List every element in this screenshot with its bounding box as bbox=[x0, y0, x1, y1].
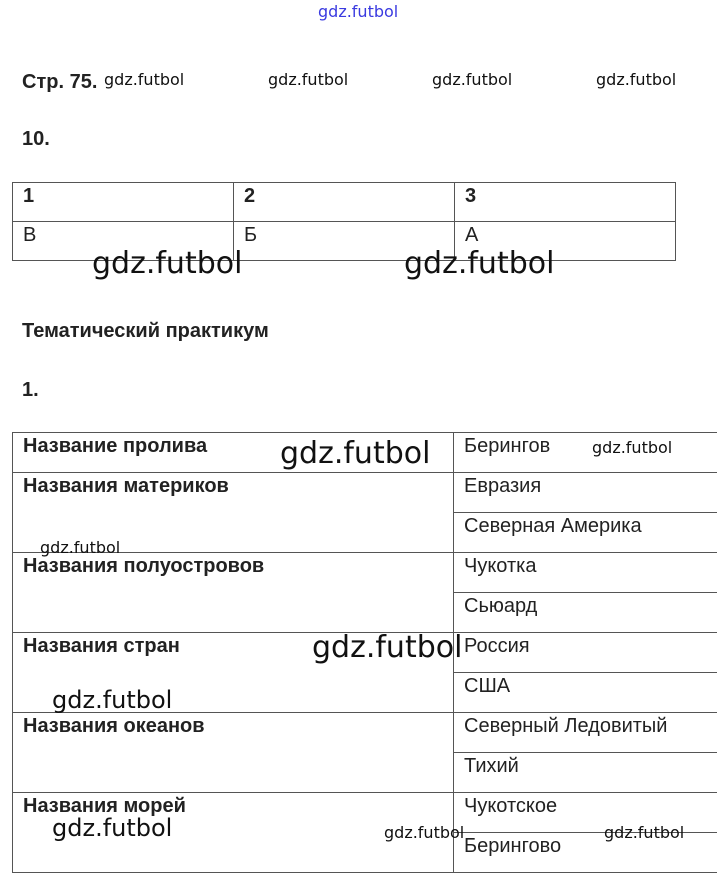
row-value: США bbox=[454, 673, 717, 713]
row-value: Чукотка bbox=[454, 553, 717, 593]
watermark: gdz.futbol bbox=[52, 814, 173, 842]
row-label: Названия океанов bbox=[13, 713, 454, 793]
row-value: Сьюард bbox=[454, 593, 717, 633]
watermark: gdz.futbol bbox=[596, 70, 677, 89]
table-cell: В bbox=[13, 222, 234, 261]
table-cell: А bbox=[455, 222, 676, 261]
page-reference: Стр. 75. bbox=[22, 71, 98, 93]
table-cell: 1 bbox=[13, 183, 234, 222]
watermark: gdz.futbol bbox=[432, 70, 513, 89]
table-row bbox=[13, 553, 717, 593]
watermark: gdz.futbol bbox=[280, 436, 431, 471]
row-value: Россия bbox=[454, 633, 717, 673]
section-title: Тематический практикум bbox=[22, 320, 269, 342]
watermark: gdz.futbol bbox=[40, 538, 121, 557]
watermark: gdz.futbol bbox=[384, 823, 465, 842]
task-10-number: 10. bbox=[22, 128, 50, 150]
row-label: Название пролива bbox=[13, 433, 454, 473]
table-row bbox=[13, 713, 717, 753]
table-cell: 2 bbox=[234, 183, 455, 222]
watermark-top: gdz.futbol bbox=[318, 2, 399, 21]
watermark: gdz.futbol bbox=[268, 70, 349, 89]
row-label: Названия материков bbox=[13, 473, 454, 553]
row-value: Северная Америка bbox=[454, 513, 717, 553]
table-cell: 3 bbox=[455, 183, 676, 222]
watermark: gdz.futbol bbox=[92, 246, 243, 281]
watermark: gdz.futbol bbox=[592, 438, 673, 457]
row-value: Тихий bbox=[454, 753, 717, 793]
row-value: Берингов bbox=[454, 433, 717, 473]
watermark: gdz.futbol bbox=[604, 823, 685, 842]
watermark: gdz.futbol bbox=[404, 246, 555, 281]
watermark: gdz.futbol bbox=[312, 630, 463, 665]
table-header-row bbox=[13, 183, 676, 222]
watermark: gdz.futbol bbox=[104, 70, 185, 89]
table-cell: Б bbox=[234, 222, 455, 261]
watermark: gdz.futbol bbox=[52, 686, 173, 714]
task-1-number: 1. bbox=[22, 379, 39, 401]
row-label: Названия стран bbox=[13, 633, 454, 713]
row-value: Чукотское bbox=[454, 793, 717, 833]
row-label: Названия полуостровов bbox=[13, 553, 454, 633]
row-value: Евразия bbox=[454, 473, 717, 513]
row-value: Северный Ледовитый bbox=[454, 713, 717, 753]
table-row bbox=[13, 473, 717, 513]
row-value: Берингово bbox=[454, 833, 717, 873]
row-label: Названия морей bbox=[13, 793, 454, 873]
